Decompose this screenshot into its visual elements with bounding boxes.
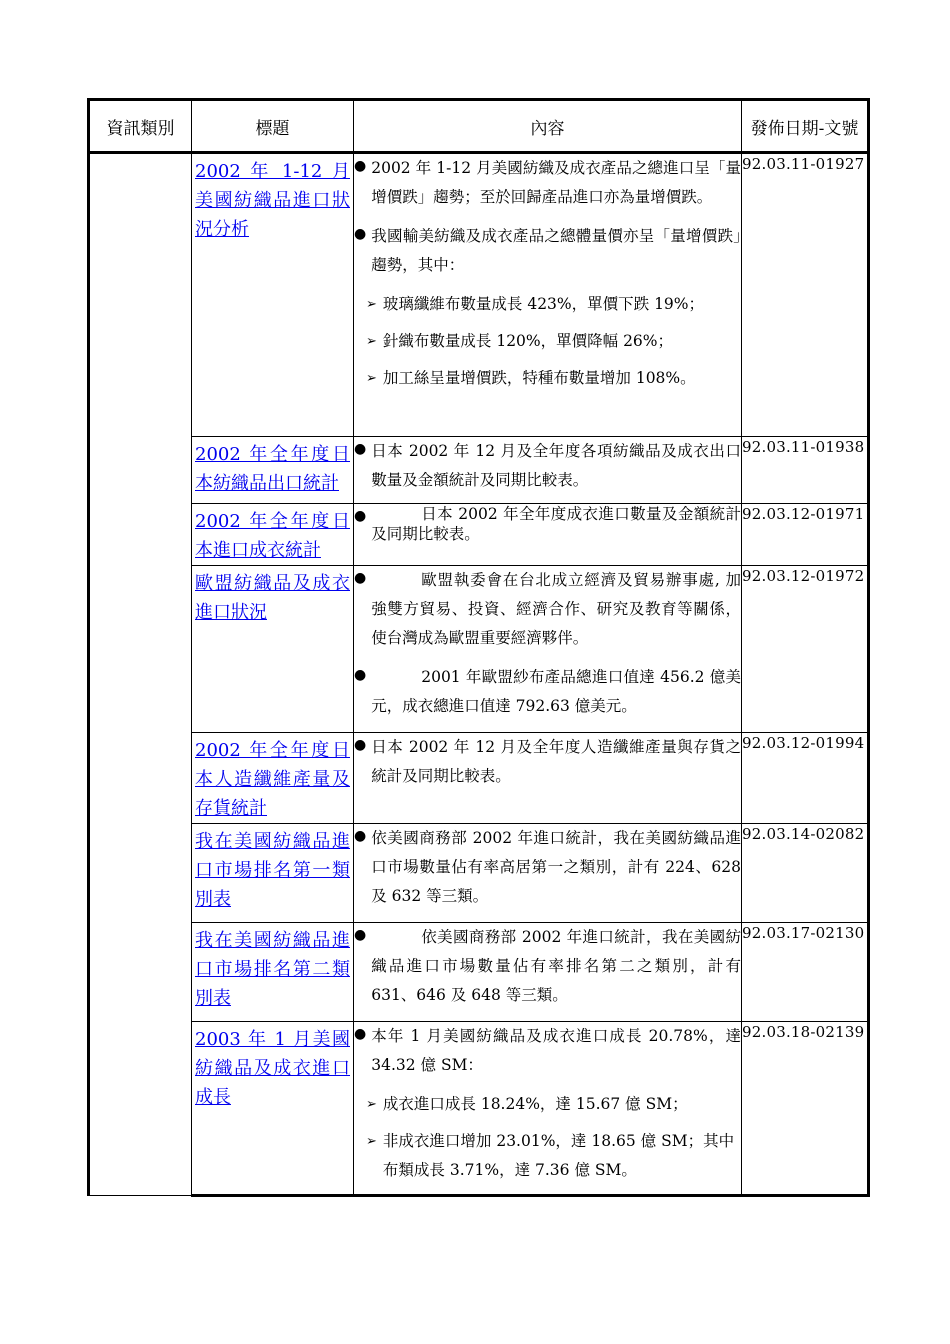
bullet-icon: ● bbox=[354, 226, 367, 242]
table-row bbox=[89, 824, 869, 923]
bullet-icon: ● bbox=[354, 158, 367, 174]
sub-item: ➢ 針織布數量成長 120%，單價降幅 26%； bbox=[354, 327, 741, 356]
title-link[interactable]: 2002 年全年度日本人造纖維產量及存貨統計 bbox=[195, 740, 350, 819]
table-row bbox=[89, 504, 869, 566]
arrow-icon: ➢ bbox=[366, 297, 377, 312]
table-row bbox=[89, 1022, 869, 1196]
bullet-icon: ● bbox=[354, 508, 367, 524]
bullet-icon: ● bbox=[354, 927, 367, 943]
arrow-icon: ➢ bbox=[366, 371, 377, 386]
bullet-icon: ● bbox=[354, 737, 367, 753]
arrow-icon: ➢ bbox=[366, 1097, 377, 1112]
list-item: ● 歐盟執委會在台北成立經濟及貿易辦事處, 加強雙方貿易、投資、經濟合作、研究及教育等關係，使台灣成為歐盟重要經濟夥伴。 bbox=[354, 566, 741, 653]
title-link[interactable]: 2002 年全年度日本紡織品出口統計 bbox=[195, 444, 350, 494]
header-title: 標題 bbox=[192, 100, 354, 153]
header-date: 發佈日期-文號 bbox=[742, 100, 869, 153]
header-category: 資訊類別 bbox=[89, 100, 192, 153]
table-row bbox=[89, 437, 869, 504]
arrow-icon: ➢ bbox=[366, 1134, 377, 1149]
list-item: ● 依美國商務部 2002 年進口統計，我在美國紡織品進口市場數量佔有率高居第一之類別，計有 224、628 及 632 等三類。 bbox=[354, 824, 741, 911]
bullet-icon: ● bbox=[354, 1026, 367, 1042]
content-cell bbox=[354, 153, 742, 437]
category-cell bbox=[89, 153, 192, 1196]
content-cell bbox=[354, 437, 742, 504]
date-cell: 92.03.12-01971 bbox=[742, 504, 869, 566]
date-cell: 92.03.17-02130 bbox=[742, 923, 869, 1022]
list-item: ● 我國輸美紡織及成衣產品之總體量價亦呈「量增價跌」趨勢，其中： bbox=[354, 222, 741, 280]
content-cell bbox=[354, 824, 742, 923]
content-cell bbox=[354, 566, 742, 733]
announcement-table bbox=[87, 98, 870, 1197]
date-cell: 92.03.11-01927 bbox=[742, 153, 869, 437]
title-link[interactable]: 2002 年全年度日本進口成衣統計 bbox=[195, 511, 350, 561]
list-item: ● 日本 2002 年 12 月及全年度人造纖維產量與存貨之統計及同期比較表。 bbox=[354, 733, 741, 791]
table-row bbox=[89, 923, 869, 1022]
table-row bbox=[89, 733, 869, 824]
table-row bbox=[89, 566, 869, 733]
title-link[interactable]: 歐盟紡織品及成衣進口狀況 bbox=[195, 573, 350, 623]
sub-item: ➢ 成衣進口成長 18.24%，達 15.67 億 SM； bbox=[354, 1090, 741, 1119]
sub-item: ➢ 非成衣進口增加 23.01%，達 18.65 億 SM；其中布類成長 3.71%，達 7.36 億 SM。 bbox=[354, 1127, 741, 1185]
date-cell: 92.03.12-01972 bbox=[742, 566, 869, 733]
title-link[interactable]: 我在美國紡織品進口市場排名第一類別表 bbox=[195, 831, 350, 910]
list-item: ● 日本 2002 年 12 月及全年度各項紡織品及成衣出口數量及金額統計及同期比較表。 bbox=[354, 437, 741, 495]
header-row bbox=[89, 100, 869, 153]
list-item: ● 日本 2002 年全年度成衣進口數量及金額統計及同期比較表。 bbox=[354, 505, 741, 543]
list-item: ● 本年 1 月美國紡織品及成衣進口成長 20.78%，達 34.32 億 SM： bbox=[354, 1022, 741, 1080]
sub-item: ➢ 玻璃纖維布數量成長 423%，單價下跌 19%； bbox=[354, 290, 741, 319]
content-cell bbox=[354, 504, 742, 566]
title-link[interactable]: 2003 年 1 月美國紡織品及成衣進口成長 bbox=[195, 1029, 350, 1108]
bullet-icon: ● bbox=[354, 828, 367, 844]
arrow-icon: ➢ bbox=[366, 334, 377, 349]
date-cell: 92.03.11-01938 bbox=[742, 437, 869, 504]
list-item: ● 2001 年歐盟紗布產品總進口值達 456.2 億美元，成衣總進口值達 792.63 億美元。 bbox=[354, 663, 741, 721]
list-item: ● 2002 年 1-12 月美國紡織及成衣產品之總進口呈「量增價跌」趨勢；至於回歸產品進口亦為量增價跌。 bbox=[354, 154, 741, 212]
date-cell: 92.03.18-02139 bbox=[742, 1022, 869, 1196]
content-cell bbox=[354, 1022, 742, 1196]
table-row bbox=[89, 153, 869, 437]
date-cell: 92.03.14-02082 bbox=[742, 824, 869, 923]
date-cell: 92.03.12-01994 bbox=[742, 733, 869, 824]
title-link[interactable]: 2002 年 1-12 月美國紡織品進口狀況分析 bbox=[195, 161, 350, 240]
bullet-icon: ● bbox=[354, 441, 367, 457]
title-link[interactable]: 我在美國紡織品進口市場排名第二類別表 bbox=[195, 930, 350, 1009]
header-content: 內容 bbox=[354, 100, 742, 153]
content-cell bbox=[354, 923, 742, 1022]
list-item: ● 依美國商務部 2002 年進口統計，我在美國紡織品進口市場數量佔有率排名第二之類別，計有 631、646 及 648 等三類。 bbox=[354, 923, 741, 1010]
bullet-icon: ● bbox=[354, 570, 367, 586]
bullet-icon: ● bbox=[354, 667, 367, 683]
content-cell bbox=[354, 733, 742, 824]
sub-item: ➢ 加工絲呈量增價跌，特種布數量增加 108%。 bbox=[354, 364, 741, 393]
